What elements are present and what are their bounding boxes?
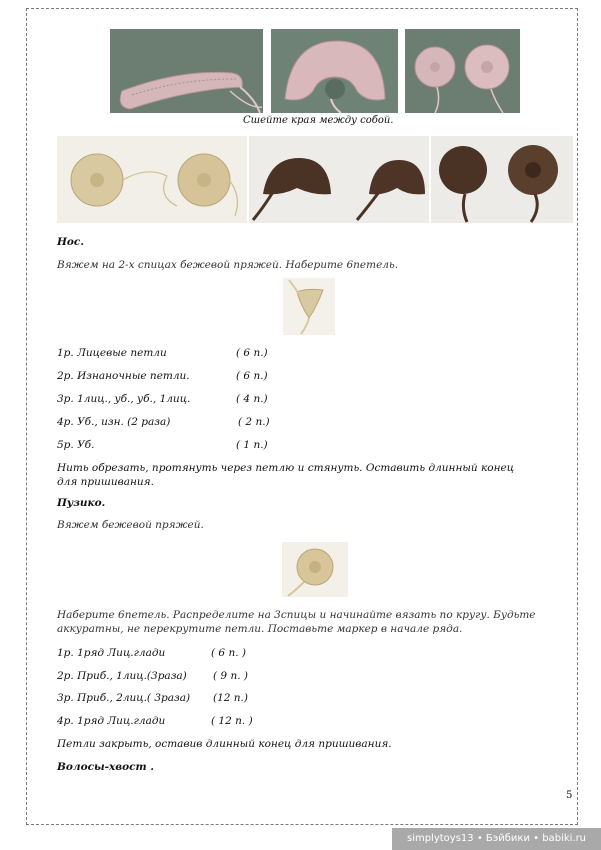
caption-sew-edges: Сшейте края между собой. — [243, 115, 394, 126]
photo-brown-arcs — [249, 136, 429, 223]
nose-row-2-label: 2р. Изнаночные петли. — [57, 370, 190, 382]
belly-row-1-label: 1р. 1ряд Лиц.глади — [57, 647, 166, 659]
page-number: 5 — [566, 790, 573, 801]
nose-row-4-label: 4р. Уб., изн. (2 раза) — [57, 416, 171, 428]
photo-pink-circles — [405, 29, 520, 113]
hair-heading: Волосы-хвост . — [57, 761, 154, 773]
photo-pink-arc — [271, 29, 398, 113]
belly-row-2-count: ( 9 п. ) — [213, 670, 248, 682]
nose-row-5-label: 5р. Уб. — [57, 439, 95, 451]
photo-belly — [282, 542, 348, 597]
belly-row-4-count: ( 12 п. ) — [211, 715, 253, 727]
watermark: simplytoys13 • Бэйбики • babiki.ru — [392, 828, 601, 850]
photo-nose — [283, 278, 335, 335]
photo-beige-circles — [57, 136, 247, 223]
nose-finish: Нить обрезать, протянуть через петлю и стянуть. Оставить длинный конец для пришивания. — [57, 462, 515, 488]
photo-pink-strip — [110, 29, 263, 113]
belly-row-1-count: ( 6 п. ) — [211, 647, 246, 659]
belly-row-2-label: 2р. Приб., 1лиц.(3раза) — [57, 670, 187, 682]
belly-intro: Вяжем бежевой пряжей. — [57, 519, 204, 531]
nose-row-4-count: ( 2 п.) — [238, 416, 270, 428]
nose-row-3-count: ( 4 п.) — [236, 393, 268, 405]
nose-heading: Нос. — [57, 236, 84, 248]
belly-finish: Петли закрыть, оставив длинный конец для пришивания. — [57, 738, 392, 750]
photo-brown-circles — [431, 136, 573, 223]
nose-row-1-count: ( 6 п.) — [236, 347, 268, 359]
nose-row-3-label: 3р. 1лиц., уб., уб., 1лиц. — [57, 393, 191, 405]
belly-instructions: Наберите 6петель. Распределите на 3спицы и начинайте вязать по кругу. Будьте аккуратны, не перекрутите петли. Поставьте маркер в начале ряда. — [57, 609, 536, 635]
nose-row-5-count: ( 1 п.) — [236, 439, 268, 451]
nose-intro: Вяжем на 2-х спицах бежевой пряжей. Наберите 6петель. — [57, 259, 399, 271]
belly-heading: Пузико. — [57, 497, 106, 509]
belly-row-3-count: (12 п.) — [213, 692, 248, 704]
nose-row-2-count: ( 6 п.) — [236, 370, 268, 382]
nose-row-1-label: 1р. Лицевые петли — [57, 347, 167, 359]
belly-row-3-label: 3р. Приб., 2лиц.( 3раза) — [57, 692, 191, 704]
belly-row-4-label: 4р. 1ряд Лиц.глади — [57, 715, 166, 727]
